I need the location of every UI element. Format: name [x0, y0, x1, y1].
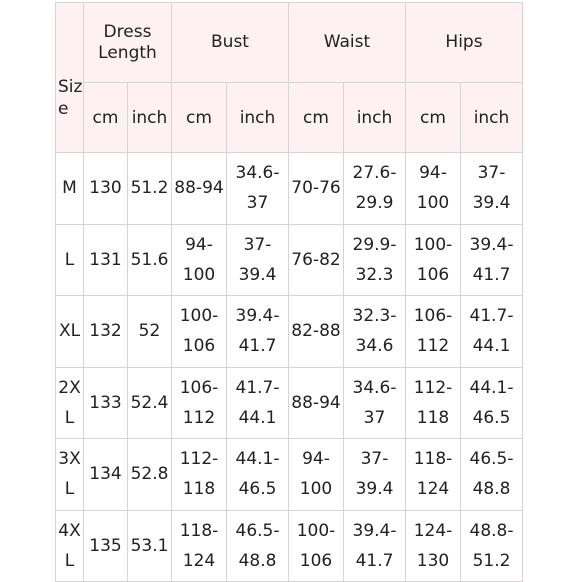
measurement-cell [84, 224, 128, 296]
cell-text-line: 41.7- [235, 377, 280, 398]
cell-text-line: 130 [89, 178, 122, 199]
cell-text-line: 46.5 [238, 479, 277, 500]
unit-header-inch: inch [344, 83, 406, 153]
cell-text-line: 53.1 [130, 535, 169, 556]
cell-text-line: 51.2 [472, 550, 511, 571]
measurement-cell [406, 510, 461, 582]
cell-text-line: 135 [89, 535, 122, 556]
cell-text-line: 100 [299, 479, 333, 500]
cell-text-line: 41.7 [238, 336, 277, 357]
cell-text-line: 94- [302, 449, 330, 470]
table-row [56, 367, 523, 439]
cell-text-line: 46.5 [472, 407, 511, 428]
measurement-cell [289, 439, 344, 511]
table-row [56, 224, 523, 296]
cell-text-line: 112 [416, 336, 450, 357]
cell-text-line: 51.6 [130, 249, 169, 270]
cell-text-line: 112- [413, 377, 453, 398]
measurement-cell [227, 510, 289, 582]
measurement-cell [227, 224, 289, 296]
cell-text-line: 82-88 [291, 321, 341, 342]
size-chart-table [55, 2, 523, 582]
cell-text-line: 44.1- [469, 377, 514, 398]
size-chart-container [55, 2, 523, 582]
cell-text-line: 44.1- [235, 449, 280, 470]
cell-text-line: 106 [416, 264, 450, 285]
cell-text-line: 44.1 [472, 336, 511, 357]
measurement-cell [289, 153, 344, 225]
cell-text-line: 100 [182, 264, 216, 285]
cell-text-line: 124- [413, 520, 453, 541]
cell-text-line: 52.4 [130, 392, 169, 413]
header-row-groups [56, 3, 523, 83]
cell-text-line: 3X [58, 449, 81, 470]
cell-text-line: 32.3 [355, 264, 394, 285]
measurement-cell [344, 367, 406, 439]
measurement-cell [172, 153, 227, 225]
cell-text-line: 132 [89, 321, 122, 342]
measurement-cell [172, 367, 227, 439]
cell-text-line: Siz [58, 76, 83, 97]
cell-text-line: 88-94 [174, 178, 224, 199]
measurement-cell [461, 224, 523, 296]
cell-text-line: 37 [363, 407, 386, 428]
cell-text-line: 37- [243, 234, 272, 255]
unit-header-inch: inch [227, 83, 289, 153]
cell-text-line: L [64, 249, 75, 270]
cell-text-line: 39.4 [472, 193, 511, 214]
measurement-cell [406, 153, 461, 225]
measurement-cell [344, 224, 406, 296]
measurement-cell [461, 439, 523, 511]
cell-text-line: 100 [416, 193, 450, 214]
measurement-cell [344, 153, 406, 225]
size-label [56, 439, 84, 511]
cell-text-line: 41.7- [469, 306, 514, 327]
table-row [56, 296, 523, 368]
cell-text-line: 118- [179, 520, 219, 541]
header-size [56, 3, 84, 153]
measurement-cell [227, 296, 289, 368]
cell-text-line: 41.7 [355, 550, 394, 571]
cell-text-line: Waist [323, 32, 371, 52]
size-label [56, 367, 84, 439]
cell-text-line: 41.7 [472, 264, 511, 285]
cell-text-line: 112- [179, 449, 219, 470]
cell-text-line: 29.9- [352, 234, 397, 255]
measurement-cell [128, 367, 172, 439]
measurement-cell [172, 296, 227, 368]
cell-text-line: 130 [416, 550, 450, 571]
table-row [56, 153, 523, 225]
header-row-units [56, 83, 523, 153]
measurement-cell [289, 296, 344, 368]
cell-text-line: 106 [182, 336, 216, 357]
cell-text-line: 46.5- [469, 449, 514, 470]
cell-text-line: Length [98, 42, 157, 63]
measurement-cell [84, 153, 128, 225]
cell-text-line: 32.3- [352, 306, 397, 327]
cell-text-line: 37- [477, 163, 506, 184]
cell-text-line: 46.5- [235, 520, 280, 541]
cell-text-line: 37 [246, 193, 269, 214]
measurement-cell [289, 510, 344, 582]
measurement-cell [461, 296, 523, 368]
cell-text-line: 37- [360, 449, 389, 470]
measurement-cell [461, 153, 523, 225]
cell-text-line: e [58, 98, 69, 119]
measurement-cell [172, 439, 227, 511]
cell-text-line: 94- [419, 163, 447, 184]
measurement-cell [128, 153, 172, 225]
cell-text-line: 76-82 [291, 249, 341, 270]
measurement-cell [406, 224, 461, 296]
header-bust [172, 3, 289, 83]
table-row [56, 510, 523, 582]
measurement-cell [172, 224, 227, 296]
cell-text-line: 39.4 [238, 264, 277, 285]
measurement-cell [84, 439, 128, 511]
measurement-cell [344, 439, 406, 511]
cell-text-line: 39.4- [235, 306, 280, 327]
header-waist [289, 3, 406, 83]
cell-text-line: M [62, 178, 77, 199]
size-label [56, 296, 84, 368]
cell-text-line: 4X [58, 520, 81, 541]
cell-text-line: 106- [413, 306, 453, 327]
measurement-cell [128, 224, 172, 296]
header-dress-length [84, 3, 172, 83]
measurement-cell [128, 439, 172, 511]
cell-text-line: 118 [182, 479, 216, 500]
measurement-cell [227, 439, 289, 511]
measurement-cell [344, 510, 406, 582]
cell-text-line: 124 [182, 550, 216, 571]
cell-text-line: L [64, 407, 75, 428]
cell-text-line: L [64, 479, 75, 500]
cell-text-line: Bust [211, 32, 249, 52]
cell-text-line: 51.2 [130, 178, 169, 199]
unit-header-cm: cm [289, 83, 344, 153]
cell-text-line: XL [58, 321, 81, 342]
unit-header-cm: cm [172, 83, 227, 153]
cell-text-line: 94- [185, 234, 213, 255]
measurement-cell [128, 296, 172, 368]
cell-text-line: 52.8 [130, 464, 169, 485]
cell-text-line: 100- [296, 520, 336, 541]
cell-text-line: 106- [179, 377, 219, 398]
table-row [56, 439, 523, 511]
cell-text-line: 100- [179, 306, 219, 327]
measurement-cell [406, 439, 461, 511]
measurement-cell [84, 367, 128, 439]
cell-text-line: 133 [89, 392, 122, 413]
cell-text-line: 48.8 [238, 550, 277, 571]
cell-text-line: 100- [413, 234, 453, 255]
measurement-cell [406, 296, 461, 368]
measurement-cell [289, 224, 344, 296]
cell-text-line: 34.6- [235, 163, 280, 184]
measurement-cell [84, 510, 128, 582]
cell-text-line: 70-76 [291, 178, 341, 199]
cell-text-line: 39.4 [355, 479, 394, 500]
header-hips [406, 3, 523, 83]
measurement-cell [461, 367, 523, 439]
cell-text-line: 29.9 [355, 193, 394, 214]
cell-text-line: 39.4- [469, 234, 514, 255]
cell-text-line: 131 [89, 249, 122, 270]
cell-text-line: 118- [413, 449, 453, 470]
cell-text-line: 52 [138, 321, 161, 342]
cell-text-line: Hips [445, 32, 483, 52]
measurement-cell [406, 367, 461, 439]
measurement-cell [227, 367, 289, 439]
unit-header-cm: cm [84, 83, 128, 153]
cell-text-line: 134 [89, 464, 122, 485]
cell-text-line: L [64, 550, 75, 571]
cell-text-line: 48.8- [469, 520, 514, 541]
measurement-cell [172, 510, 227, 582]
unit-header-inch: inch [461, 83, 523, 153]
cell-text-line: Dress [103, 21, 152, 42]
cell-text-line: 48.8 [472, 479, 511, 500]
cell-text-line: 34.6 [355, 336, 394, 357]
measurement-cell [227, 153, 289, 225]
size-label [56, 224, 84, 296]
unit-header-cm: cm [406, 83, 461, 153]
cell-text-line: 2X [58, 377, 81, 398]
cell-text-line: 124 [416, 479, 450, 500]
measurement-cell [84, 296, 128, 368]
measurement-cell [344, 296, 406, 368]
measurement-cell [128, 510, 172, 582]
measurement-cell [289, 367, 344, 439]
size-label [56, 510, 84, 582]
cell-text-line: 39.4- [352, 520, 397, 541]
cell-text-line: 112 [182, 407, 216, 428]
measurement-cell [461, 510, 523, 582]
cell-text-line: 88-94 [291, 392, 341, 413]
cell-text-line: 34.6- [352, 377, 397, 398]
unit-header-inch: inch [128, 83, 172, 153]
size-label [56, 153, 84, 225]
cell-text-line: 106 [299, 550, 333, 571]
cell-text-line: 44.1 [238, 407, 277, 428]
cell-text-line: 118 [416, 407, 450, 428]
cell-text-line: 27.6- [352, 163, 397, 184]
